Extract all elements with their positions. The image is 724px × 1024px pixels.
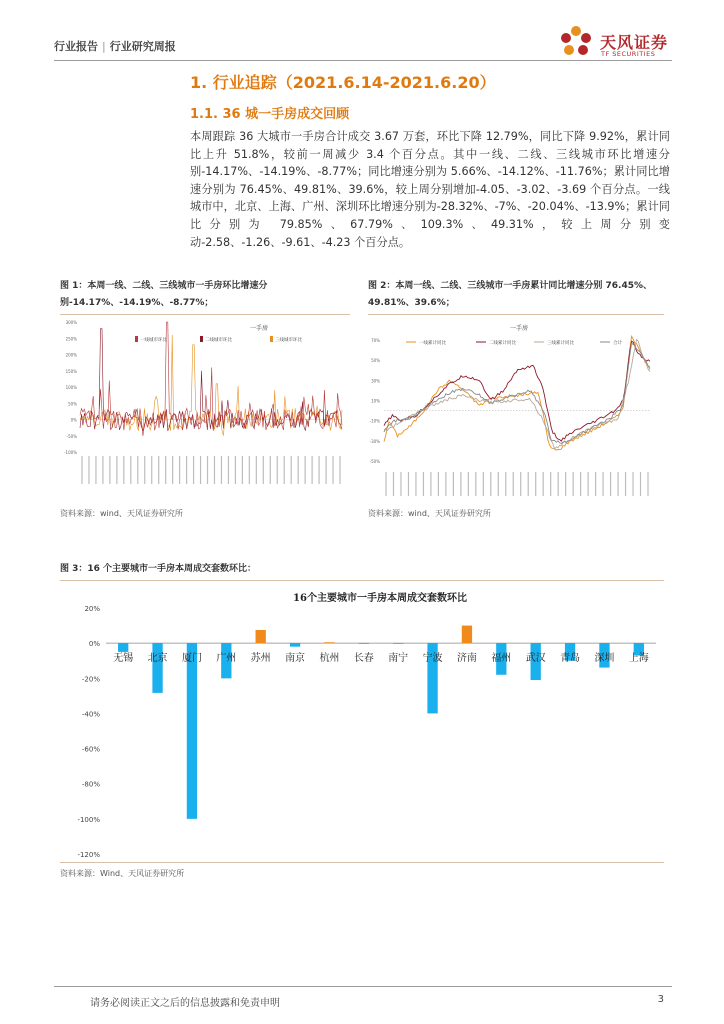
figure1-xtick-mark	[305, 456, 306, 484]
figure2-ytick-label: 70%	[371, 338, 380, 344]
figure3-ytick-label: -80%	[81, 780, 100, 789]
figure3-bar	[359, 643, 369, 644]
figure1-xtick-mark	[123, 456, 124, 484]
figure1-xtick-mark	[277, 456, 278, 484]
figure3-bar	[152, 643, 162, 693]
heading-2: 1.1. 36 城一手房成交回顾	[190, 107, 350, 122]
figure2-xtick-mark	[550, 472, 551, 496]
figure2-title: 一手房	[510, 325, 529, 332]
figure3-category-label: 武汉	[525, 653, 546, 665]
footer-rule	[54, 986, 672, 987]
figure3-bar	[187, 643, 197, 819]
figure1-ytick-label: 300%	[65, 320, 77, 325]
figure3-category-label: 南宁	[388, 653, 409, 665]
figure3-svg	[60, 584, 664, 860]
figure2-source: 资料来源：wind、天风证券研究所	[368, 509, 491, 518]
figure1-xtick-mark	[242, 456, 243, 484]
figure2-xtick-mark	[453, 472, 454, 496]
figure1-xtick-mark	[130, 456, 131, 484]
figure3-category-label: 厦门	[181, 653, 202, 665]
figure1-svg	[60, 316, 350, 502]
figure1-ytick-label: 250%	[65, 336, 77, 342]
figure1-legend-label: 一线城市环比	[140, 338, 167, 343]
figure1-legend-label: 二线城市环比	[205, 338, 232, 343]
figure2-xtick-mark	[588, 472, 589, 496]
figure2-legend-label: 三线累计同比	[547, 341, 574, 346]
figure3-bar	[290, 643, 300, 647]
figure3-ytick-label: -120%	[77, 851, 100, 859]
figure2-xtick-mark	[498, 472, 499, 496]
figure2-xtick-mark	[580, 472, 581, 496]
figure2-xtick-mark	[565, 472, 566, 496]
figure1-legend-swatch	[135, 336, 138, 342]
figure1-ytick-label: -50%	[66, 433, 77, 439]
figure3-category-label: 青岛	[560, 653, 581, 665]
company-logo	[556, 22, 684, 64]
figure1-ytick-label: 0%	[70, 417, 77, 423]
figure1-xtick-mark	[325, 456, 326, 484]
figure3-chart	[60, 584, 664, 860]
figure1-xtick-mark	[158, 456, 159, 484]
figure1-title: 一手房	[250, 325, 269, 332]
figure2-caption: 图 2：本周一线、二线、三线城市一手房累计同比增速分别 76.45%、49.81%、39.6%；	[368, 281, 653, 308]
figure2-xtick-mark	[460, 472, 461, 496]
heading-1: 1. 行业追踪（2021.6.14-2021.6.20）	[190, 73, 496, 92]
figure3-category-label: 北京	[147, 653, 168, 665]
figure1-xtick-mark	[193, 456, 194, 484]
figure3-bottom-rule	[60, 862, 664, 863]
figure2-xtick-mark	[573, 472, 574, 496]
figure1-xtick-mark	[200, 456, 201, 484]
figure2-xtick-mark	[520, 472, 521, 496]
figure2-xtick-mark	[558, 472, 559, 496]
figure1-ytick-label: -100%	[64, 450, 77, 455]
figure2-ytick-label: 50%	[371, 358, 380, 364]
footer-disclaimer: 请务必阅读正文之后的信息披露和免责申明	[90, 998, 280, 1009]
figure2-xtick-mark	[415, 472, 416, 496]
figure1-ytick-label: 150%	[65, 368, 77, 374]
figure2-series-line	[384, 336, 650, 450]
figure1-xtick-mark	[81, 456, 82, 484]
figure1-xtick-mark	[249, 456, 250, 484]
figure3-ytick-label: -20%	[81, 675, 100, 684]
figure2-xtick-mark	[617, 472, 618, 496]
figure2-xtick-mark	[445, 472, 446, 496]
figure2-xtick-mark	[505, 472, 506, 496]
figure1-ytick-label: 50%	[68, 401, 77, 407]
figure2-xtick-mark	[385, 472, 386, 496]
figure2-series-line	[384, 343, 650, 444]
figure1-xtick-mark	[137, 456, 138, 484]
header-right: 行业研究周报	[109, 40, 176, 53]
figure2-xtick-mark	[438, 472, 439, 496]
header-separator: |	[102, 40, 106, 53]
figure2-xtick-mark	[393, 472, 394, 496]
header-left: 行业报告	[54, 40, 98, 53]
figure1-xtick-mark	[95, 456, 96, 484]
figure1-xtick-mark	[221, 456, 222, 484]
figure1-xtick-mark	[116, 456, 117, 484]
logo-english: TF SECURITIES	[601, 50, 656, 58]
figure3-category-label: 广州	[216, 653, 237, 665]
figure2-chart	[368, 316, 664, 502]
logo-flower-icon	[556, 22, 596, 62]
page-number: 3	[657, 994, 664, 1005]
logo-name: 天风证券	[600, 33, 669, 52]
figure1-xtick-mark	[332, 456, 333, 484]
figure3-category-label: 杭州	[319, 653, 340, 665]
figure1-xtick-mark	[151, 456, 152, 484]
figure3-ytick-label: -100%	[77, 815, 100, 824]
figure1-xtick-mark	[88, 456, 89, 484]
figure2-ytick-label: 30%	[371, 378, 380, 384]
figure3-source: 资料来源：Wind、天风证券研究所	[60, 869, 185, 878]
figure2-legend-label: 二线累计同比	[489, 341, 516, 346]
figure3-bar	[256, 630, 266, 643]
report-header	[54, 38, 176, 54]
figure3-bar	[324, 642, 334, 643]
figure1-ytick-label: 100%	[65, 385, 77, 390]
figure1-ytick-label: 200%	[65, 352, 77, 358]
figure2-xtick-mark	[430, 472, 431, 496]
figure1-chart	[60, 316, 350, 502]
figure1-xtick-mark	[109, 456, 110, 484]
figure1-xtick-mark	[144, 456, 145, 484]
figure1-xtick-mark	[102, 456, 103, 484]
figure1-xtick-mark	[207, 456, 208, 484]
figure2-xtick-mark	[543, 472, 544, 496]
body-paragraph: 本周跟踪 36 大城市一手房合计成交 3.67 万套，环比下降 12.79%，同比下降 9.92%，累计同比上升 51.8%，较前一周减少 3.4 个百分点。其中一线、二线、三线城市环比增速分别-14.17%、-14.19%、-8.77%；同比增速分别为 5.66%、-14.12%、-11.76%；累计同比增速分别为 76.45%、49.81%、39.6%，较上周分别增加-4.05、-3.02、-3.69 个百分点。一线城市中，北京、上海、广州、深圳环比增速分别为-28.32%、-7%、-20.04%、-13.9%；累计同比分别为 79.85%、67.79%、109.3%、49.31%，较上周分别变动-2.58、-1.26、-9.61、-4.23 个百分点。	[190, 130, 670, 249]
figure1-xtick-mark	[312, 456, 313, 484]
figure2-xtick-mark	[423, 472, 424, 496]
figure1-xtick-mark	[291, 456, 292, 484]
figure2-xtick-mark	[475, 472, 476, 496]
figure2-xtick-mark	[602, 472, 603, 496]
figure1-xtick-mark	[165, 456, 166, 484]
figure2-xtick-mark	[408, 472, 409, 496]
figure2-xtick-mark	[400, 472, 401, 496]
figure3-category-label: 济南	[456, 653, 477, 665]
figure2-ytick-label: 10%	[371, 398, 380, 404]
figure1-legend-swatch	[270, 336, 273, 342]
figure3-ytick-label: -40%	[81, 710, 100, 719]
figure1-legend-swatch	[200, 336, 203, 342]
figure3-ytick-label: 0%	[88, 640, 100, 649]
figure3-category-label: 上海	[628, 653, 649, 665]
figure2-ytick-label: -30%	[369, 438, 380, 444]
figure2-series-line	[384, 341, 650, 441]
figure1-xtick-mark	[228, 456, 229, 484]
figure1-xtick-mark	[235, 456, 236, 484]
figure2-xtick-mark	[632, 472, 633, 496]
figure1-xtick-mark	[172, 456, 173, 484]
figure1-legend-label: 三线城市环比	[275, 338, 302, 343]
figure2-xtick-mark	[483, 472, 484, 496]
figure1-xtick-mark	[263, 456, 264, 484]
figure1-xtick-mark	[339, 456, 340, 484]
figure2-xtick-mark	[640, 472, 641, 496]
figure2-svg	[368, 316, 664, 502]
figure3-category-label: 宁波	[422, 653, 443, 665]
figure1-caption: 图 1：本周一线、二线、三线城市一手房环比增速分别-14.17%、-14.19%、-8.77%；	[60, 281, 268, 308]
figure2-xtick-mark	[513, 472, 514, 496]
figure2-xtick-mark	[625, 472, 626, 496]
figure1-source: 资料来源：wind、天风证券研究所	[60, 509, 183, 518]
figure2-ytick-label: -10%	[369, 418, 380, 424]
figure3-bar	[393, 643, 403, 644]
figure3-category-label: 长春	[353, 653, 374, 665]
figure1-caption-rule	[60, 314, 350, 315]
figure3-category-label: 福州	[491, 653, 512, 665]
figure3-bar	[118, 643, 128, 652]
figure2-xtick-mark	[610, 472, 611, 496]
figure2-caption-rule	[368, 314, 664, 315]
figure2-xtick-mark	[528, 472, 529, 496]
figure2-xtick-mark	[468, 472, 469, 496]
figure2-legend-label: 一线累计同比	[419, 341, 446, 346]
figure2-xtick-mark	[647, 472, 648, 496]
figure1-xtick-mark	[270, 456, 271, 484]
figure1-xtick-mark	[179, 456, 180, 484]
figure3-ytick-label: -60%	[81, 745, 100, 754]
figure2-legend-label: 合计	[613, 341, 622, 346]
figure2-xtick-mark	[535, 472, 536, 496]
figure3-category-label: 无锡	[113, 653, 134, 665]
figure1-xtick-mark	[256, 456, 257, 484]
figure3-caption-rule	[60, 580, 664, 581]
figure1-xtick-mark	[298, 456, 299, 484]
figure1-xtick-mark	[186, 456, 187, 484]
figure3-category-label: 深圳	[594, 653, 615, 665]
figure3-category-label: 苏州	[250, 653, 271, 665]
figure1-xtick-mark	[318, 456, 319, 484]
figure2-xtick-mark	[490, 472, 491, 496]
figure1-xtick-mark	[214, 456, 215, 484]
figure3-caption: 图 3：16 个主要城市一手房本周成交套数环比：	[60, 564, 257, 574]
figure2-ytick-label: -50%	[369, 458, 380, 464]
figure3-bar	[462, 626, 472, 644]
figure3-title: 16个主要城市一手房本周成交套数环比	[293, 593, 467, 604]
figure3-category-label: 南京	[285, 653, 306, 665]
figure3-ytick-label: 20%	[84, 605, 100, 613]
figure2-xtick-mark	[595, 472, 596, 496]
figure1-xtick-mark	[284, 456, 285, 484]
